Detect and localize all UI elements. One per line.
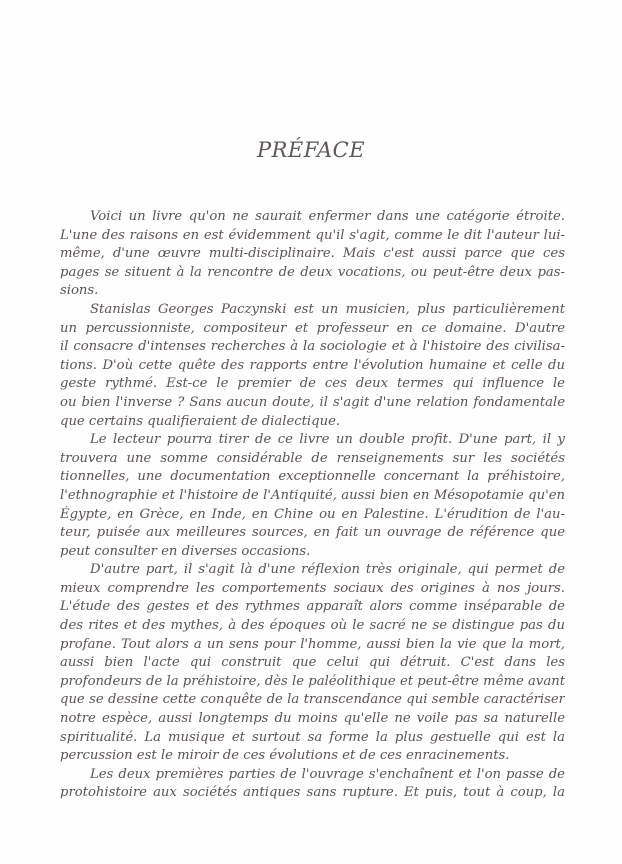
- text-line: même, d'une œuvre multi-disciplinaire. Mais c'est aussi parce que ces: [60, 246, 565, 262]
- text-line: que certains qualifieraient de dialectique.: [60, 413, 341, 429]
- text-line: protohistoire aux sociétés antiques sans rupture. Et puis, tout à coup, la: [60, 785, 565, 801]
- text-line: Voici un livre qu'on ne saurait enfermer dans une catégorie étroite.: [90, 209, 565, 224]
- text-line: geste rythmé. Est-ce le premier de ces deux termes qui influence le: [60, 376, 565, 392]
- text-line: tions. D'où cette quête des rapports entre l'évolution humaine et celle du: [60, 357, 565, 373]
- text-line: Le lecteur pourra tirer de ce livre un double profit. D'une part, il y: [90, 432, 565, 448]
- page-title: PRÉFACE: [256, 138, 366, 162]
- text-line: profane. Tout alors a un sens pour l'homme, aussi bien la vie que la mort,: [60, 636, 565, 652]
- text-line: mieux comprendre les comportements sociaux des origines à nos jours.: [60, 580, 565, 596]
- text-line: Les deux premières parties de l'ouvrage s'enchaînent et l'on passe de: [90, 766, 565, 782]
- text-line: tionnelles, une documentation exceptionnelle concernant la préhistoire,: [60, 469, 565, 485]
- text-line: Stanislas Georges Paczynski est un musicien, plus particulièrement: [90, 301, 565, 317]
- text-line: trouvera une somme considérable de renseignements sur les sociétés: [60, 450, 565, 466]
- preface-body: [60, 208, 565, 803]
- text-line: spiritualité. La musique et surtout sa forme la plus gestuelle qui est la: [60, 729, 565, 745]
- text-line: ou bien l'inverse ? Sans aucun doute, il s'agit d'une relation fondamentale: [60, 394, 565, 410]
- text-line: l'ethnographie et l'histoire de l'Antiquité, aussi bien en Mésopotamie qu'en: [60, 487, 565, 503]
- text-line: D'autre part, il s'agit là d'une réflexion très originale, qui permet de: [90, 562, 565, 578]
- text-line: profondeurs de la préhistoire, dès le paléolithique et peut-être même avant: [60, 673, 565, 689]
- text-line: pages se situent à la rencontre de deux vocations, ou peut-être deux pas-: [60, 264, 565, 280]
- text-line: teur, puisée aux meilleures sources, en fait un ouvrage de référence que: [60, 525, 565, 541]
- paragraph: [60, 561, 565, 766]
- text-line: que se dessine cette conquête de la transcendance qui semble caractériser: [60, 692, 565, 708]
- text-line: notre espèce, aussi longtemps du moins qu'elle ne voile pas sa naturelle: [60, 711, 565, 727]
- text-line: sions.: [60, 283, 99, 299]
- text-line: L'étude des gestes et des rythmes apparaît alors comme inséparable de: [60, 599, 565, 615]
- paragraph: [60, 301, 565, 431]
- text-line: Égypte, en Grèce, en Inde, en Chine ou en Palestine. L'érudition de l'au-: [60, 506, 565, 522]
- text-line: peut consulter en diverses occasions.: [60, 543, 311, 559]
- text-line: il consacre d'intenses recherches à la sociologie et à l'histoire des civilisa-: [60, 339, 565, 355]
- text-line: percussion est le miroir de ces évolutions et de ces enracinements.: [60, 748, 510, 764]
- paragraph: [60, 431, 565, 561]
- paragraph: [60, 208, 565, 301]
- text-line: un percussionniste, compositeur et professeur en ce domaine. D'autre: [60, 320, 565, 336]
- text-line: aussi bien l'acte qui construit que celui qui détruit. C'est dans les: [60, 655, 565, 671]
- text-line: L'une des raisons en est évidemment qu'il s'agit, comme le dit l'auteur lui-: [60, 227, 565, 243]
- text-line: des rites et des mythes, à des époques où le sacré ne se distingue pas du: [60, 618, 565, 634]
- paragraph: [60, 766, 565, 803]
